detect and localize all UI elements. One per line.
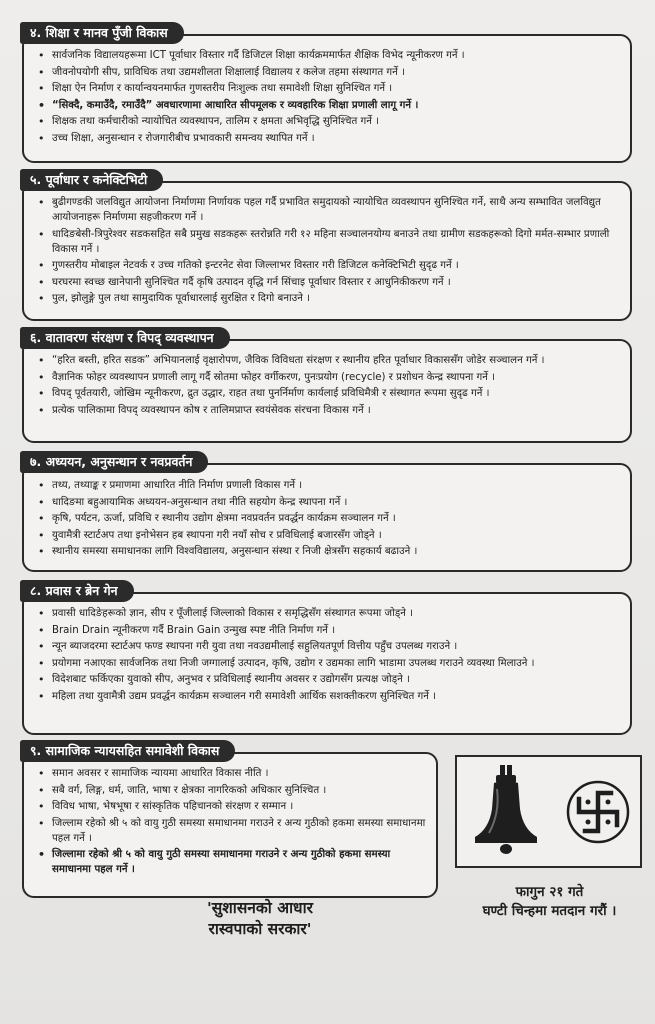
list-item: • सबै वर्ग, लिङ्ग, धर्म, जाति, भाषा र क्षेत्रका नागरिकको अधिकार सुनिश्चित ।	[38, 783, 426, 798]
slogan-line-2: रास्वपाको सरकार'	[208, 920, 312, 938]
section-list	[38, 478, 620, 561]
list-item: • वैज्ञानिक फोहर व्यवस्थापन प्रणाली लागू गर्दै स्रोतमा फोहर वर्गीकरण, पुनःप्रयोग (recycle) र प्रशोधन केन्द्र स्थापना गर्ने ।	[38, 370, 620, 385]
party-slogan	[150, 898, 370, 940]
section-social-justice	[22, 743, 438, 898]
section-migration	[22, 583, 632, 735]
list-item: • गुणस्तरीय मोबाइल नेटवर्क र उच्च गतिको इन्टरनेट सेवा जिल्लाभर विस्तार गरी डिजिटल कनेक्टिभिटी सुदृढ गर्ने ।	[38, 258, 620, 273]
section-heading: ९. सामाजिक न्यायसहित समावेशी विकास	[20, 740, 235, 762]
list-item: • प्रयोगमा नआएका सार्वजनिक तथा निजी जग्गालाई उत्पादन, कृषि, उद्योग र उद्यमका लागि भाडामा उपलब्ध गराउने व्यवस्था मिलाउने ।	[38, 656, 620, 671]
election-symbol-box	[455, 755, 642, 868]
section-heading: ८. प्रवास र ब्रेन गेन	[20, 580, 134, 602]
list-item: • शिक्षा ऐन निर्माण र कार्यान्वयनमार्फत गुणस्तरीय निःशुल्क तथा समावेशी शिक्षा सुनिश्चित गर्ने ।	[38, 81, 620, 96]
list-item-note: • जिल्लामा रहेको श्री ५ को वायु गुठी समस्या समाधानमा गराउने र अन्य गुठीको हकमा समस्या समाधानमा पहल गर्ने ।	[38, 847, 426, 877]
list-item: • विविध भाषा, भेषभूषा र सांस्कृतिक पहिचानको संरक्षण र सम्मान ।	[38, 799, 426, 814]
list-item: • जिल्लाम रहेको श्री ५ को वायु गुठी समस्या समाधानमा गराउने र अन्य गुठीको हकमा समस्या समाधानमा पहल गर्ने ।	[38, 816, 426, 846]
section-heading: ६. वातावरण संरक्षण र विपद् व्यवस्थापन	[20, 327, 230, 349]
vote-call	[452, 883, 647, 921]
list-item: • विदेशबाट फर्किएका युवाको सीप, अनुभव र प्रविधिलाई स्थानीय अवसर र उद्योगसँग प्रत्यक्ष जोड्ने ।	[38, 672, 620, 687]
slogan-line-1: 'सुशासनको आधार	[207, 899, 313, 917]
section-list	[38, 353, 620, 419]
list-item: • न्यून ब्याजदरमा स्टार्टअप फण्ड स्थापना गरी युवा तथा नवउद्यमीलाई सहुलियतपूर्ण वित्तीय पहुँच उपलब्ध गराउने ।	[38, 639, 620, 654]
section-environment	[22, 330, 632, 443]
swastika-icon	[565, 779, 631, 845]
list-item: • सार्वजनिक विद्यालयहरूमा ICT पूर्वाधार विस्तार गर्दै डिजिटल शिक्षा कार्यक्रममार्फत शैक्षिक विभेद न्यूनीकरण गर्ने ।	[38, 48, 620, 63]
section-heading: ५. पूर्वाधार र कनेक्टिभिटी	[20, 169, 163, 191]
section-heading: ७. अध्ययन, अनुसन्धान र नवप्रवर्तन	[20, 451, 208, 473]
list-item: • प्रवासी धादिङेहरूको ज्ञान, सीप र पूँजीलाई जिल्लाको विकास र समृद्धिसँग संस्थागत रूपमा जोड्ने ।	[38, 606, 620, 621]
vote-date: फागुन २१ गते	[515, 884, 584, 900]
list-item: • स्थानीय समस्या समाधानका लागि विश्वविद्यालय, अनुसन्धान संस्था र निजी क्षेत्रसँग सहकार्य बढाउने ।	[38, 544, 620, 559]
list-item: • युवामैत्री स्टार्टअप तथा इनोभेसन हब स्थापना गरी नयाँ सोच र प्रविधिलाई बजारसँग जोड्ने ।	[38, 528, 620, 543]
list-item: • धादिङबेसी-त्रिपुरेश्वर सडकसहित सबै प्रमुख सडकहरू स्तरोन्नति गरी १२ महिना सञ्चालनयोग्य बनाउने तथा ग्रामीण सडकहरूको दिगो मर्मत-सम्भार प्रणाली विकास गर्ने ।	[38, 227, 620, 257]
section-list	[38, 48, 620, 147]
list-item: • पुल, झोलुङ्गे पुल तथा सामुदायिक पूर्वाधारलाई सुरक्षित र दिगो बनाउने ।	[38, 291, 620, 306]
list-item: • जीवनोपयोगी सीप, प्राविधिक तथा उद्यमशीलता शिक्षालाई विद्यालय र कलेज तहमा संस्थागत गर्ने ।	[38, 65, 620, 80]
list-item: • धादिङमा बहुआयामिक अध्ययन-अनुसन्धान तथा नीति सहयोग केन्द्र स्थापना गर्ने ।	[38, 495, 620, 510]
section-infrastructure	[22, 172, 632, 321]
list-item: • “हरित बस्ती, हरित सडक” अभियानलाई वृक्षारोपण, जैविक विविधता संरक्षण र स्थानीय हरित पूर्वाधार विकाससँग जोडेर सञ्चालन गर्ने ।	[38, 353, 620, 368]
list-item: • समान अवसर र सामाजिक न्यायमा आधारित विकास नीति ।	[38, 766, 426, 781]
list-item: • तथ्य, तथ्याङ्क र प्रमाणमा आधारित नीति निर्माण प्रणाली विकास गर्ने ।	[38, 478, 620, 493]
section-heading: ४. शिक्षा र मानव पुँजी विकास	[20, 22, 184, 44]
list-item: • महिला तथा युवामैत्री उद्यम प्रवर्द्धन कार्यक्रम सञ्चालन गरी समावेशी आर्थिक सशक्तीकरण सुनिश्चित गर्ने ।	[38, 689, 620, 704]
section-list	[38, 606, 620, 705]
list-item: • प्रत्येक पालिकामा विपद् व्यवस्थापन कोष र तालिमप्राप्त स्वयंसेवक संरचना विकास गर्ने ।	[38, 403, 620, 418]
section-list	[38, 766, 426, 879]
section-research	[22, 454, 632, 572]
list-item: • Brain Drain न्यूनीकरण गर्दै Brain Gain उन्मुख स्पष्ट नीति निर्माण गर्ने ।	[38, 623, 620, 638]
bell-icon	[467, 763, 547, 863]
list-item: • शिक्षक तथा कर्मचारीको न्यायोचित व्यवस्थापन, तालिम र क्षमता अभिवृद्धि सुनिश्चित गर्ने ।	[38, 114, 620, 129]
list-item: • बुढीगण्डकी जलविद्युत आयोजना निर्माणमा निर्णायक पहल गर्दै प्रभावित समुदायको न्यायोचित व्यवस्थापन सुनिश्चित गर्ने, साथै अन्य सम्भावित जलविद्युत आयोजनाहरू निर्माणमा सहजीकरण गर्ने ।	[38, 195, 620, 225]
vote-instruction: घण्टी चिन्हमा मतदान गरौं ।	[482, 903, 617, 919]
list-item: • “सिक्दै, कमाउँदै, रमाउँदै” अवधारणामा आधारित सीपमूलक र व्यवहारिक शिक्षा प्रणाली लागू गर्ने ।	[38, 98, 620, 113]
list-item: • विपद् पूर्वतयारी, जोखिम न्यूनीकरण, द्रुत उद्धार, राहत तथा पुनर्निर्माण कार्यलाई प्रविधिमैत्री र संस्थागत रूपमा सुदृढ गर्ने ।	[38, 386, 620, 401]
list-item: • कृषि, पर्यटन, ऊर्जा, प्रविधि र स्थानीय उद्योग क्षेत्रमा नवप्रवर्तन प्रवर्द्धन कार्यक्रम सञ्चालन गर्ने ।	[38, 511, 620, 526]
section-education	[22, 25, 632, 163]
list-item: • घरघरमा स्वच्छ खानेपानी सुनिश्चित गर्दै कृषि उत्पादन वृद्धि गर्न सिंचाइ पूर्वाधार विस्तार र आधुनिकीकरण गर्ने ।	[38, 275, 620, 290]
section-list	[38, 195, 620, 308]
list-item: • उच्च शिक्षा, अनुसन्धान र रोजगारीबीच प्रभावकारी समन्वय स्थापित गर्ने ।	[38, 131, 620, 146]
